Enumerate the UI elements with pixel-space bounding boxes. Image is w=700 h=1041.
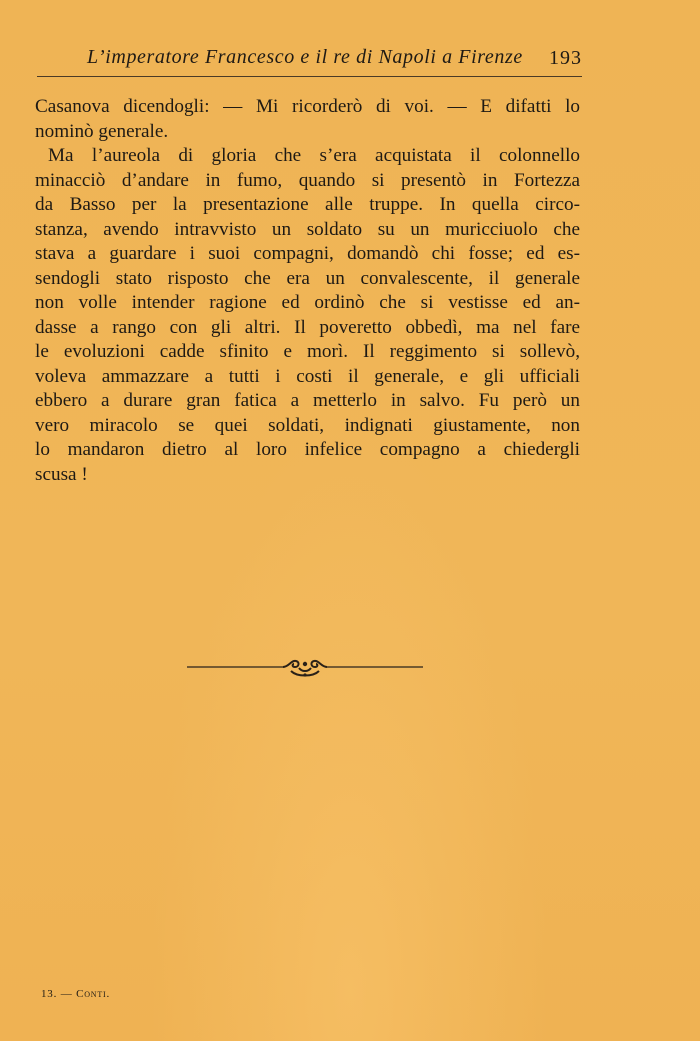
- header-rule: [37, 76, 582, 77]
- text-line: Casanova dicendogli: — Mi ricorderò di voi. — E difatti lo: [35, 96, 580, 117]
- text-line: Ma l’aureola di gloria che s’era acquistata il colonnello: [48, 145, 580, 166]
- text-line: voleva ammazzare a tutti i costi il generale, e gli ufficiali: [35, 365, 580, 387]
- signature-word: Conti.: [76, 988, 111, 1000]
- text-line: nominò generale.: [35, 120, 169, 142]
- running-title: L’imperatore Francesco e il re di Napoli a Firenze: [87, 46, 523, 68]
- text-line: vero miracolo se quei soldati, indignati giustamente, non: [35, 414, 580, 436]
- text-line: scusa !: [35, 463, 88, 485]
- text-line: le evoluzioni cadde sfinito e morì. Il reggimento si sollevò,: [35, 341, 580, 362]
- text-line: stanza, avendo intravvisto un soldato su un muricciuolo che: [35, 218, 580, 240]
- text-line: sendogli stato risposto che era un convalescente, il generale: [35, 267, 580, 289]
- text-line: da Basso per la presentazione alle truppe. In quella circo-: [35, 194, 580, 215]
- text-line: stava a guardare i suoi compagni, domandò chi fosse; ed es-: [35, 243, 580, 264]
- text-line: ebbero a durare gran fatica a metterlo in salvo. Fu però un: [35, 390, 580, 411]
- scroll-ornament-icon: [187, 656, 423, 680]
- page-number: 193: [549, 47, 582, 69]
- text-line: dasse a rango con gli altri. Il poveretto obbedì, ma nel fare: [35, 316, 580, 338]
- text-line: lo mandaron dietro al loro infelice compagno a chiedergli: [35, 439, 580, 460]
- text-line: non volle intender ragione ed ordinò che si vestisse ed an-: [35, 292, 580, 313]
- signature-number: 13. —: [41, 988, 73, 1000]
- body-text: [35, 95, 580, 487]
- running-head: [37, 46, 582, 74]
- text-line: minacciò d’andare in fumo, quando si presentò in Fortezza: [35, 169, 580, 191]
- printer-signature: [41, 988, 110, 1000]
